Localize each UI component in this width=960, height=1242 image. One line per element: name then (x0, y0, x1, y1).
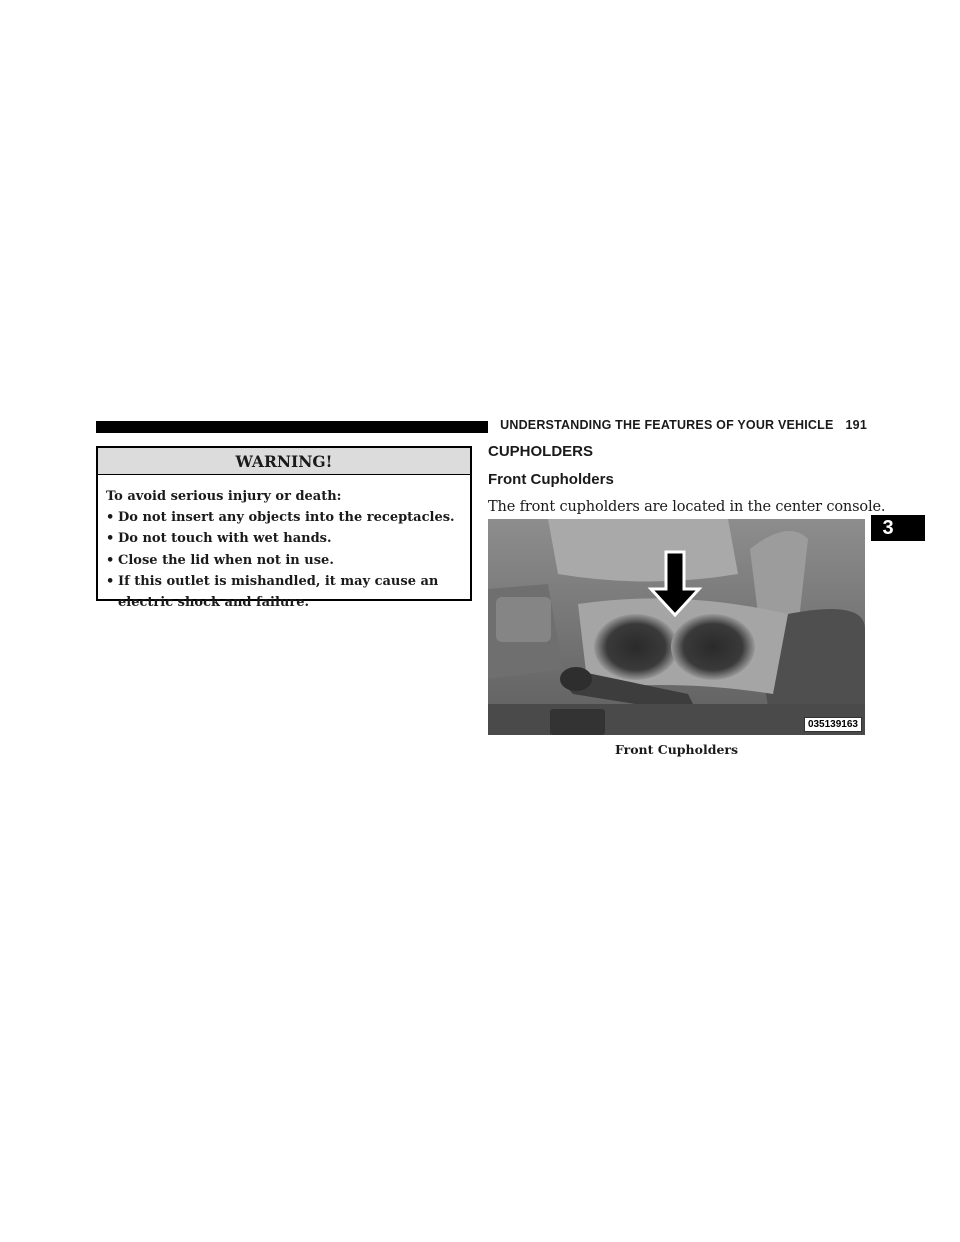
bullet-icon: • (106, 510, 115, 526)
warning-item-text: Do not touch with wet hands. (118, 531, 332, 547)
header-rule (96, 421, 488, 433)
section-heading: CUPHOLDERS (488, 443, 594, 460)
warning-item (106, 571, 464, 613)
cupholder-illustration (488, 519, 865, 735)
figure-caption: Front Cupholders (614, 742, 739, 757)
body-paragraph: The front cupholders are located in the center console. (488, 499, 886, 515)
subsection-heading: Front Cupholders (488, 471, 614, 488)
image-id-label: 035139163 (804, 717, 862, 732)
bullet-icon: • (106, 531, 115, 547)
warning-item-text: If this outlet is mishandled, it may cause an electric shock and failure. (118, 573, 439, 611)
chapter-tab: 3 (871, 515, 925, 541)
warning-box (96, 446, 472, 611)
warning-item-text: Do not insert any objects into the receptacles. (118, 510, 455, 526)
warning-intro: To avoid serious injury or death: (106, 489, 342, 504)
page-number: 191 (845, 418, 867, 432)
bullet-icon: • (106, 573, 115, 589)
warning-item (106, 550, 464, 571)
warning-item (106, 507, 464, 528)
section-title: UNDERSTANDING THE FEATURES OF YOUR VEHICLE (500, 418, 834, 432)
bullet-icon: • (106, 552, 115, 568)
cupholder-photo (488, 519, 865, 735)
warning-item-text: Close the lid when not in use. (118, 552, 334, 568)
running-header (497, 418, 867, 432)
warning-heading: WARNING! (98, 448, 470, 475)
warning-body (98, 475, 470, 613)
warning-item (106, 528, 464, 549)
